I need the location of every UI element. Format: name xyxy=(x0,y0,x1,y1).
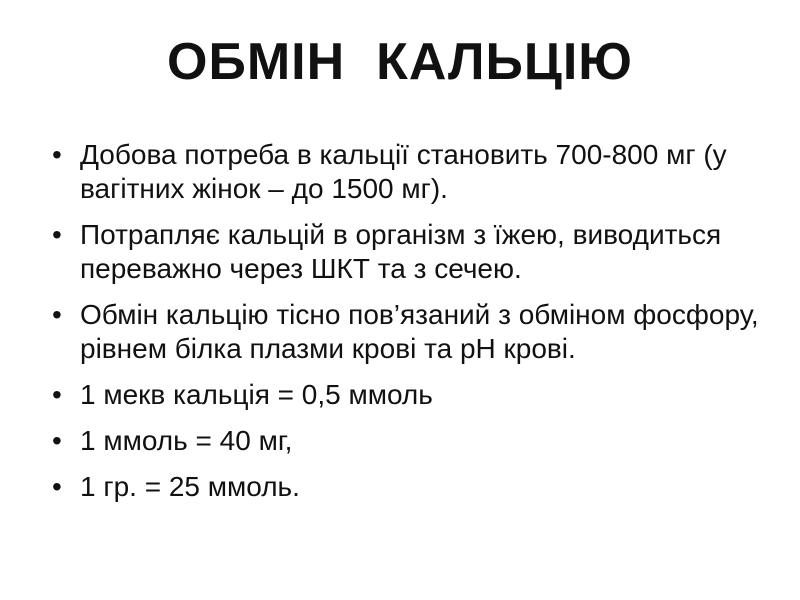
bullet-icon: • xyxy=(52,219,62,250)
bullet-icon: • xyxy=(52,471,62,502)
bullet-text: Потрапляє кальцій в організм з їжею, виводиться переважно через ШКТ та з сечею. xyxy=(80,219,722,284)
bullet-item xyxy=(48,218,768,286)
bullet-text: Обмін кальцію тісно пов’язаний з обміном фосфору, рівнем білка плазми крові та рН крові. xyxy=(80,299,759,364)
bullet-item xyxy=(48,470,768,504)
bullet-icon: • xyxy=(52,379,62,410)
bullet-item xyxy=(48,138,768,206)
bullet-text: Добова потреба в кальції становить 700-800 мг (у вагітних жінок – до 1500 мг). xyxy=(80,139,727,204)
bullet-item xyxy=(48,298,768,366)
bullet-icon: • xyxy=(52,425,62,456)
bullet-item xyxy=(48,378,768,412)
bullet-icon: • xyxy=(52,139,62,170)
bullet-list xyxy=(48,138,768,516)
slide-title: ОБМІН КАЛЬЦІЮ xyxy=(167,33,633,91)
bullet-item xyxy=(48,424,768,458)
bullet-text: 1 ммоль = 40 мг, xyxy=(80,425,293,456)
bullet-icon: • xyxy=(52,299,62,330)
bullet-text: 1 мекв кальція = 0,5 ммоль xyxy=(80,379,433,410)
bullet-text: 1 гр. = 25 ммоль. xyxy=(80,471,300,502)
